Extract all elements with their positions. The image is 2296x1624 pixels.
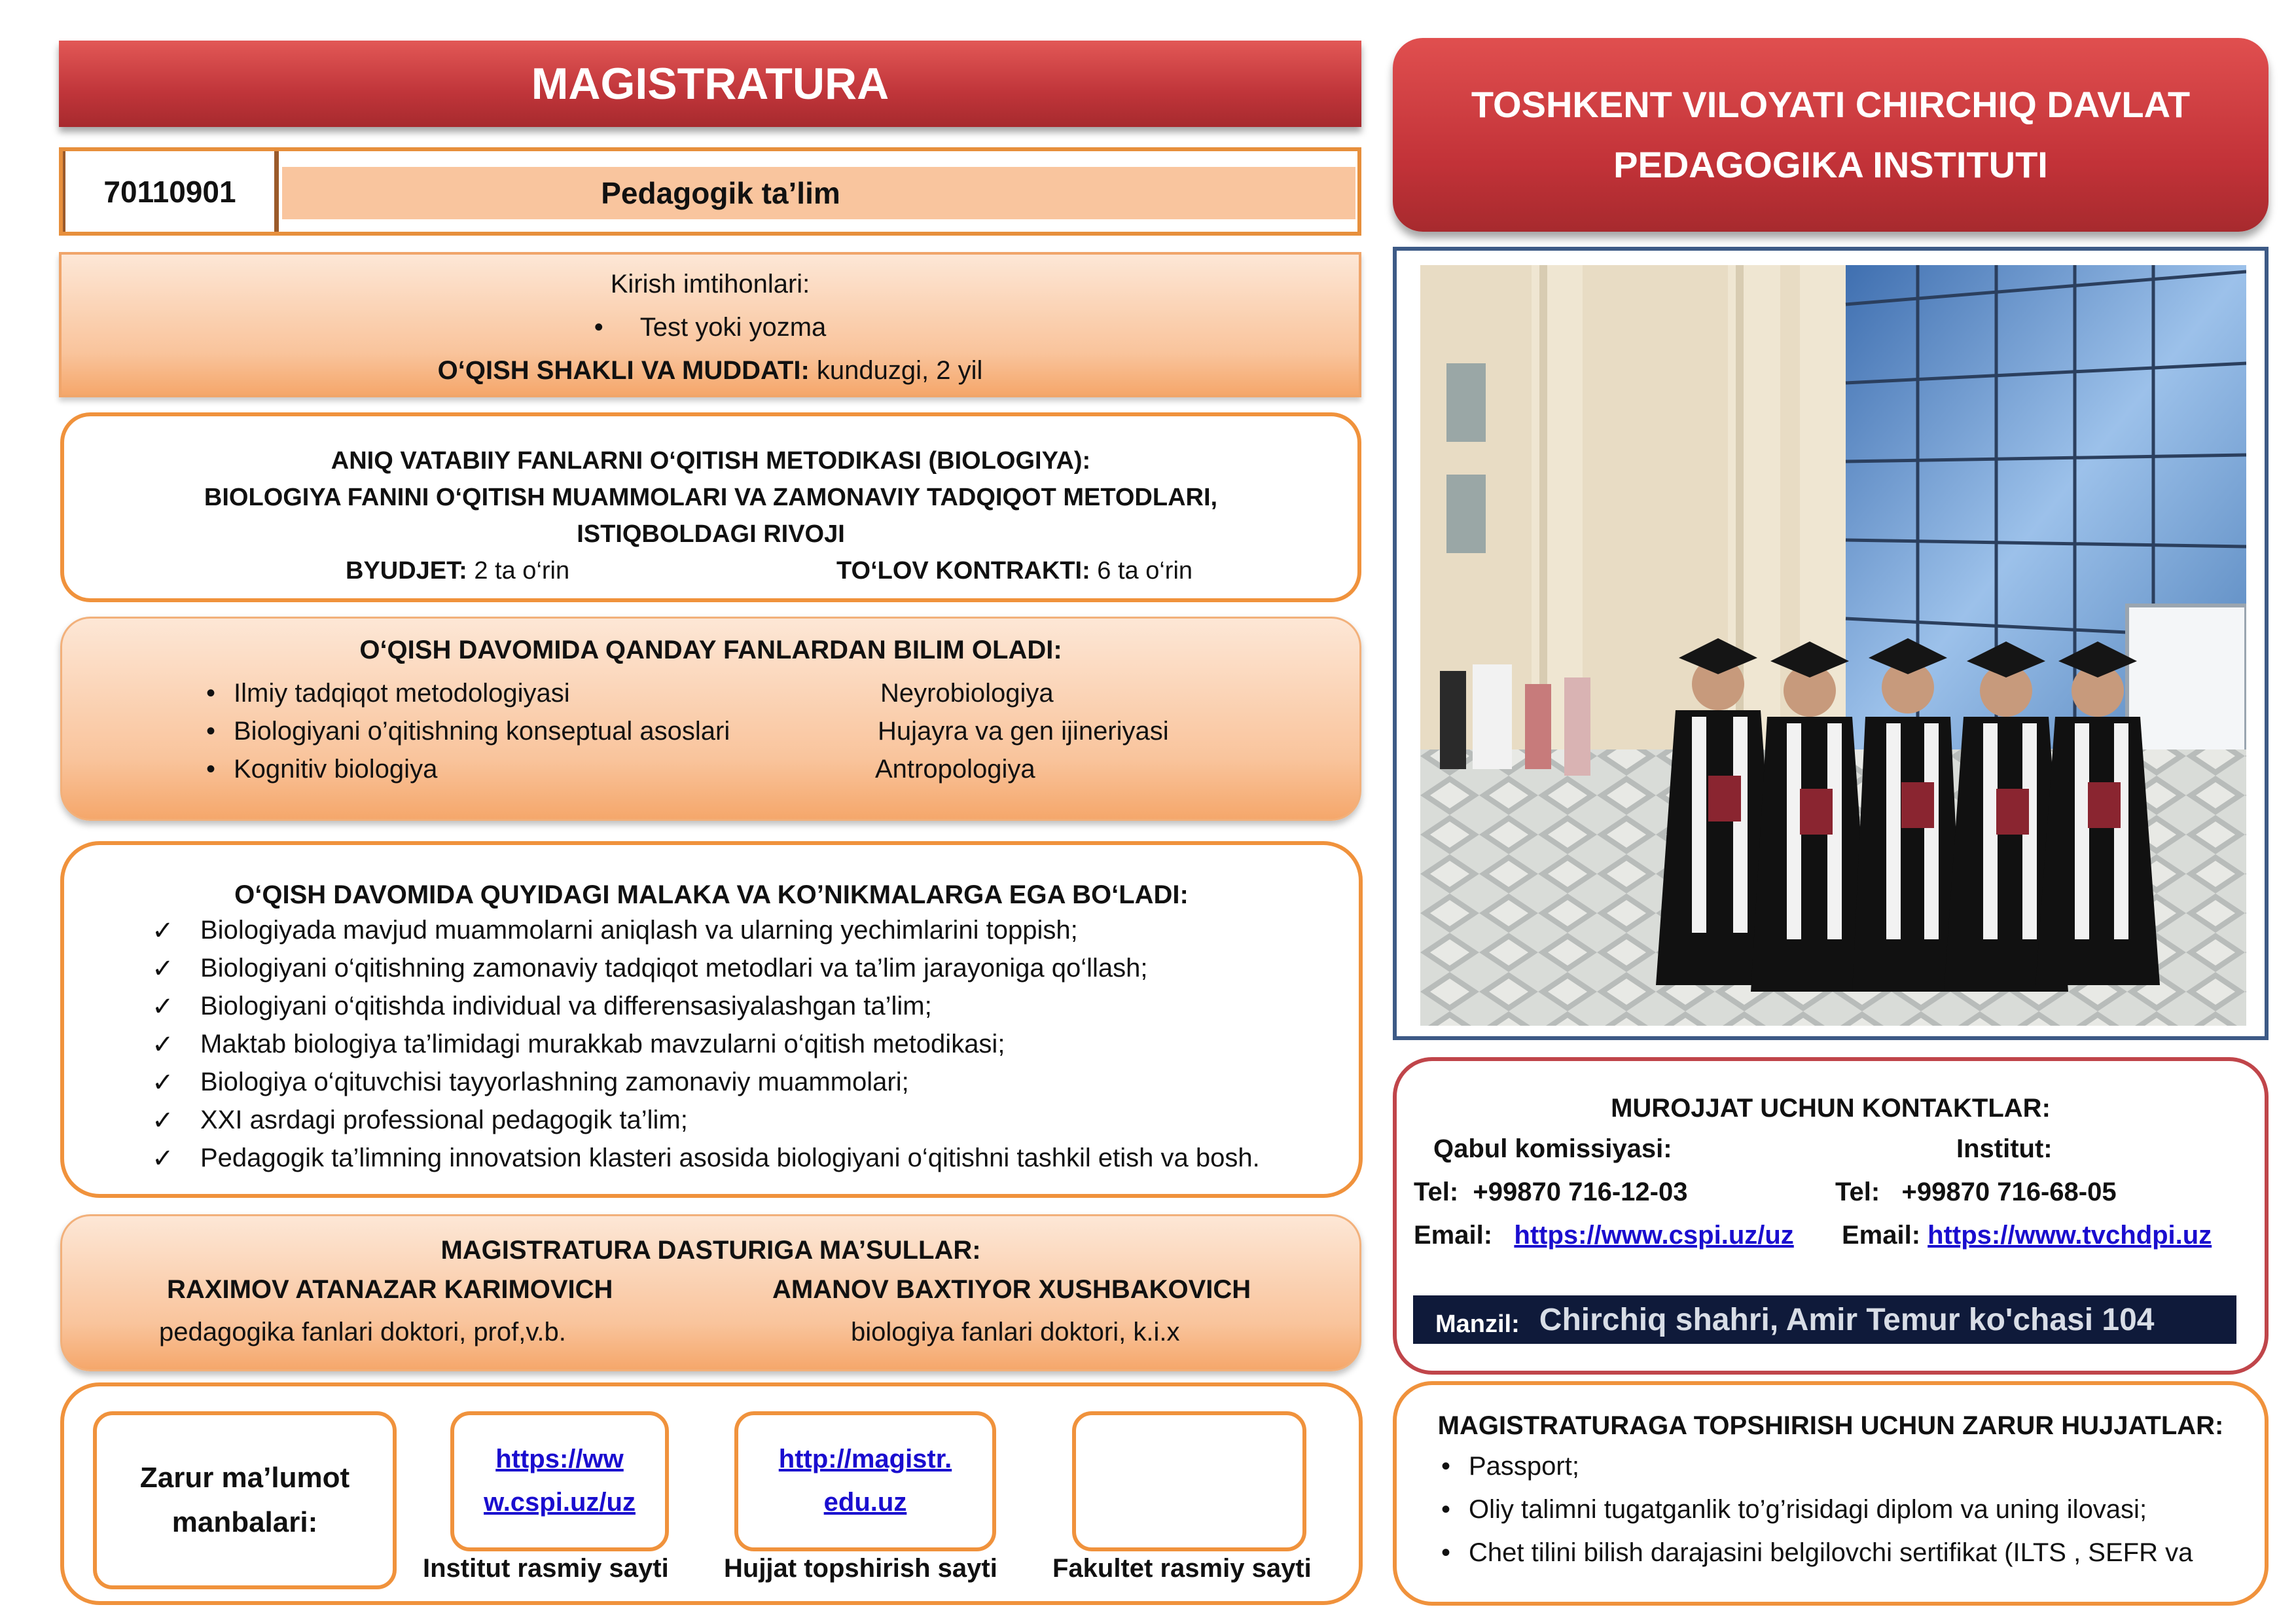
page-title	[59, 41, 1361, 127]
subject-item: Hujayra va gen ijineriyasi	[878, 717, 1169, 746]
documents-section	[1393, 1381, 2269, 1606]
person-2-degree: biologiya fanlari doktori, k.i.x	[851, 1318, 1180, 1346]
entrance-exams-section	[59, 252, 1361, 397]
institute-title-line-1: TOSHKENT VILOYATI CHIRCHIQ DAVLAT	[1471, 84, 2191, 125]
study-form-label: O‘QISH SHAKLI VA MUDDATI:	[437, 356, 810, 385]
institute-label: Institut:	[1956, 1134, 2053, 1163]
specialty-section	[60, 412, 1361, 602]
documents-site-link[interactable]: http://magistr. edu.uz	[778, 1445, 952, 1517]
program-name: Pedagogik ta’lim	[282, 167, 1355, 219]
tel-label: Tel:	[1835, 1178, 1880, 1206]
page-title-text: MAGISTRATURA	[531, 59, 889, 109]
responsible-section	[60, 1214, 1361, 1371]
skill-item: ✓ Biologiyani o‘qitishning zamonaviy tadqiqot metodlari va ta’lim jarayoniga qo‘llash;	[200, 954, 1147, 983]
skills-title: O‘QISH DAVOMIDA QUYIDAGI MALAKA VA KO’NIKMALARGA EGA BO‘LADI:	[234, 880, 1189, 909]
document-item: • Passport;	[1469, 1452, 1579, 1481]
subject-item: • Kognitiv biologiya	[234, 755, 437, 784]
institute-tel	[1835, 1178, 2117, 1207]
institute-email-link[interactable]: https://www.tvchdpi.uz	[1928, 1221, 2212, 1250]
institute-title-line-2: PEDAGOGIKA INSTITUTI	[1613, 144, 2048, 185]
document-item: • Oliy talimni tugatganlik to’g’risidagi diplom va uning ilovasi;	[1469, 1495, 2147, 1525]
institute-site-link[interactable]: https://ww w.cspi.uz/uz	[484, 1445, 636, 1517]
skill-item: ✓ XXI asrdagi professional pedagogik ta’lim;	[200, 1106, 688, 1135]
study-form-value: kunduzgi, 2 yil	[809, 356, 983, 385]
program-code: 70110901	[63, 151, 279, 232]
documents-site-card[interactable]	[734, 1411, 996, 1551]
document-item: • Chet tilini bilish darajasini belgilovchi sertifikat (ILTS , SEFR va	[1469, 1538, 2193, 1568]
contract-places	[836, 552, 1193, 589]
address-label: Manzil:	[1435, 1310, 1520, 1338]
budget-value: 2 ta o‘rin	[467, 557, 570, 585]
contract-value: 6 ta o‘rin	[1090, 557, 1193, 585]
person-1-degree: pedagogika fanlari doktori, prof,v.b.	[159, 1318, 566, 1346]
sources-label-line-2: manbalari:	[171, 1506, 318, 1538]
exam-item	[594, 306, 827, 349]
photo-frame	[1393, 247, 2269, 1040]
graduates-photo-illustration	[1420, 265, 2246, 1026]
institute-site-caption: Institut rasmiy sayti	[423, 1554, 669, 1583]
graduates-photo	[1420, 265, 2246, 1026]
subject-item: Neyrobiologiya	[880, 679, 1054, 708]
budget-places	[346, 552, 569, 589]
admission-email	[1414, 1221, 1794, 1250]
program-row	[59, 147, 1361, 236]
subjects-title: O‘QISH DAVOMIDA QANDAY FANLARDAN BILIM OLADI:	[359, 636, 1062, 664]
admission-tel	[1414, 1178, 1687, 1207]
faculty-site-card[interactable]	[1072, 1411, 1306, 1551]
institute-site-card[interactable]	[450, 1411, 669, 1551]
tel-label: Tel:	[1414, 1178, 1459, 1206]
subjects-section	[60, 617, 1361, 821]
skill-item: ✓ Pedagogik ta’limning innovatsion klasteri asosida biologiyani o‘qitishni tashkil etish va bosh.	[200, 1144, 1260, 1173]
skill-item: ✓ Maktab biologiya ta’limidagi murakkab mavzularni o‘qitish metodikasi;	[200, 1030, 1005, 1059]
documents-site-caption: Hujjat topshirish sayti	[724, 1554, 997, 1583]
sources-label-card	[93, 1411, 397, 1589]
admission-email-link[interactable]: https://www.cspi.uz/uz	[1514, 1221, 1794, 1250]
institute-tel-value: +99870 716-68-05	[1901, 1178, 2117, 1206]
study-form	[62, 349, 1359, 392]
exam-item-text: Test yoki yozma	[639, 313, 827, 342]
contract-label: TO‘LOV KONTRAKTI:	[836, 557, 1090, 585]
contacts-section	[1393, 1057, 2269, 1375]
person-1-name: RAXIMOV ATANAZAR KARIMOVICH	[167, 1275, 613, 1304]
sources-label-line-1: Zarur ma’lumot	[139, 1462, 350, 1494]
skills-section	[60, 841, 1363, 1198]
budget-label: BYUDJET:	[346, 557, 467, 585]
address-value: Chirchiq shahri, Amir Temur ko'chasi 104	[1539, 1302, 2155, 1337]
subject-item: • Ilmiy tadqiqot metodologiyasi	[234, 679, 570, 708]
specialty-line-2: BIOLOGIYA FANINI O‘QITISH MUAMMOLARI VA ZAMONAVIY TADQIQOT METODLARI,	[204, 484, 1218, 511]
specialty-line-3: ISTIQBOLDAGI RIVOJI	[577, 520, 845, 548]
skill-item: ✓ Biologiya o‘qituvchisi tayyorlashning zamonaviy muammolari;	[200, 1068, 909, 1097]
skill-item: ✓ Biologiyada mavjud muammolarni aniqlash va ularning yechimlarini toppish;	[200, 916, 1078, 945]
specialty-line-1: ANIQ VATABIIY FANLARNI O‘QITISH METODIKASI (BIOLOGIYA):	[331, 447, 1091, 475]
documents-title: MAGISTRATURAGA TOPSHIRISH UCHUN ZARUR HUJJATLAR:	[1437, 1411, 2224, 1440]
institute-title	[1393, 38, 2269, 232]
person-2-name: AMANOV BAXTIYOR XUSHBAKOVICH	[772, 1275, 1251, 1304]
email-label: Email:	[1414, 1221, 1493, 1250]
skill-item: ✓ Biologiyani o‘qitishda individual va differensasiyalashgan ta’lim;	[200, 992, 932, 1021]
contacts-title: MUROJJAT UCHUN KONTAKTLAR:	[1611, 1094, 2051, 1123]
admission-tel-value: +99870 716-12-03	[1473, 1178, 1688, 1206]
address-bar	[1413, 1295, 2236, 1344]
bullet-icon: •	[594, 313, 603, 342]
subject-item: Antropologiya	[875, 755, 1035, 784]
exams-label: Kirish imtihonlari:	[610, 270, 810, 298]
subject-item: • Biologiyani o’qitishning konseptual asoslari	[234, 717, 730, 746]
admission-label: Qabul komissiyasi:	[1433, 1134, 1672, 1163]
sources-section	[60, 1382, 1363, 1605]
email-label: Email:	[1842, 1221, 1921, 1250]
institute-email	[1842, 1221, 2212, 1250]
faculty-site-caption: Fakultet rasmiy sayti	[1052, 1554, 1312, 1583]
responsible-title: MAGISTRATURA DASTURIGA MA’SULLAR:	[440, 1236, 981, 1265]
